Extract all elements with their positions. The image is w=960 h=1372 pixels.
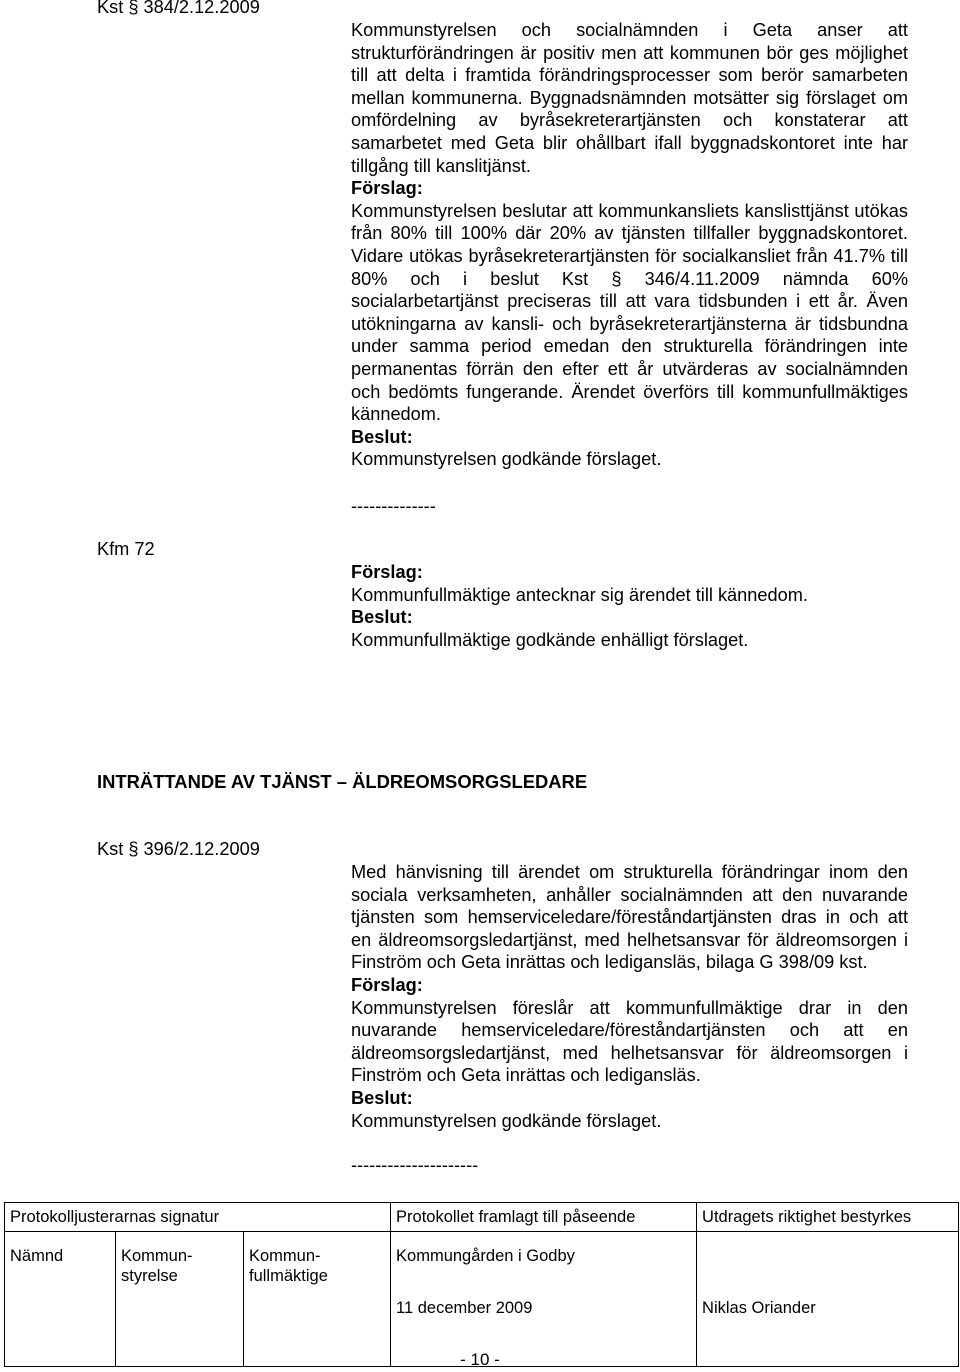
posting-place: Kommungården i Godby <box>396 1247 575 1265</box>
decision-text: Kommunstyrelsen godkände förslaget. <box>351 449 662 470</box>
decision-label: Beslut: <box>351 1087 413 1108</box>
decision-label: Beslut: <box>351 607 413 628</box>
divider: --------------------- <box>351 1155 479 1175</box>
decision-text: Kommunstyrelsen godkände förslaget. <box>351 1110 662 1131</box>
section-ref: Kst § 384/2.12.2009 <box>97 0 260 17</box>
signature-table <box>4 1202 959 1367</box>
section-body <box>351 19 908 471</box>
proposal-label: Förslag: <box>351 562 423 582</box>
decision-text: Kommunfullmäktige godkände enhälligt förslaget. <box>351 629 749 650</box>
signature-header-cell: Utdragets riktighet bestyrkes <box>697 1203 959 1232</box>
committee-cell: Nämnd <box>5 1232 116 1367</box>
paragraph: Kommunstyrelsen och socialnämnden i Geta anser att strukturförändringen är positiv men att kommunen bör ges möjlighet till att delta i framtida förändringsprocesser som berör samarbeten mellan kommunerna. Byggnadsnämnden motsätter sig förslaget om omfördelning av byråsekreterartjänsten och konstaterar att samarbetet med Geta blir ohållbart ifall byggnadskontoret inte har tillgång till kanslitjänst. <box>351 20 908 176</box>
signature-header-cell: Protokolljusterarnas signatur <box>5 1203 391 1232</box>
paragraph: Kommunfullmäktige antecknar sig ärendet till kännedom. <box>351 584 808 605</box>
municipal-council-signature-cell: Kommun- fullmäktige <box>244 1232 391 1367</box>
section-heading: INTRÄTTANDE AV TJÄNST – ÄLDREOMSORGSLEDARE <box>97 771 588 792</box>
posting-date: 11 december 2009 <box>396 1299 533 1317</box>
section-ref: Kst § 396/2.12.2009 <box>97 839 260 859</box>
paragraph: Kommunstyrelsen föreslår att kommunfullmäktige drar in den nuvarande hemserviceledare/föreståndartjänsten och att en äldreomsorgsledartjänst, med helhetsansvar för äldreomsorgen i Finström och Geta inrättas och ledigansläs. <box>351 997 908 1086</box>
paragraph: Kommunstyrelsen beslutar att kommunkansliets kanslisttjänst utökas från 80% till 100% där 20% av tjänsten tillfaller byggnadskontoret. Vidare utökas byråsekreterartjänsten för socialkansliet från 41.7% till 80% och i beslut Kst § 346/4.11.2009 nämnda 60% socialarbetartjänst preciseras till att vara tidsbunden i ett år. Även utökningarna av kansli- och byråsekreterartjänsterna är tidsbundna under samma period emedan den strukturella förändringen inte permanentas förrän den efter ett år utvärderas av socialnämnden och bedömts fungerande. Ärendet överförs till kommunfullmäktiges kännedom. <box>351 200 908 425</box>
decision-label: Beslut: <box>351 426 413 447</box>
posting-cell <box>391 1232 697 1367</box>
municipal-board-signature-cell: Kommun- styrelse <box>116 1232 244 1367</box>
signature-header-cell: Protokollet framlagt till påseende <box>391 1203 697 1232</box>
certification-cell <box>697 1232 959 1367</box>
proposal-label: Förslag: <box>351 974 423 995</box>
section-body <box>351 861 908 1132</box>
divider: -------------- <box>351 496 436 516</box>
page-number: - 10 - <box>460 1350 500 1369</box>
certifier-name: Niklas Oriander <box>702 1299 816 1317</box>
section-body <box>351 561 908 651</box>
paragraph: Med hänvisning till ärendet om strukturella förändringar inom den sociala verksamheten, anhåller socialnämnden att den nuvarande tjänsten som hemserviceledare/föreståndartjänsten dras in och att en äldreomsorgsledartjänst, med helhetsansvar för äldreomsorgen i Finström och Geta inrättas och ledigansläs, bilaga G 398/09 kst. <box>351 862 908 973</box>
section-ref: Kfm 72 <box>97 539 155 559</box>
proposal-label: Förslag: <box>351 178 423 199</box>
